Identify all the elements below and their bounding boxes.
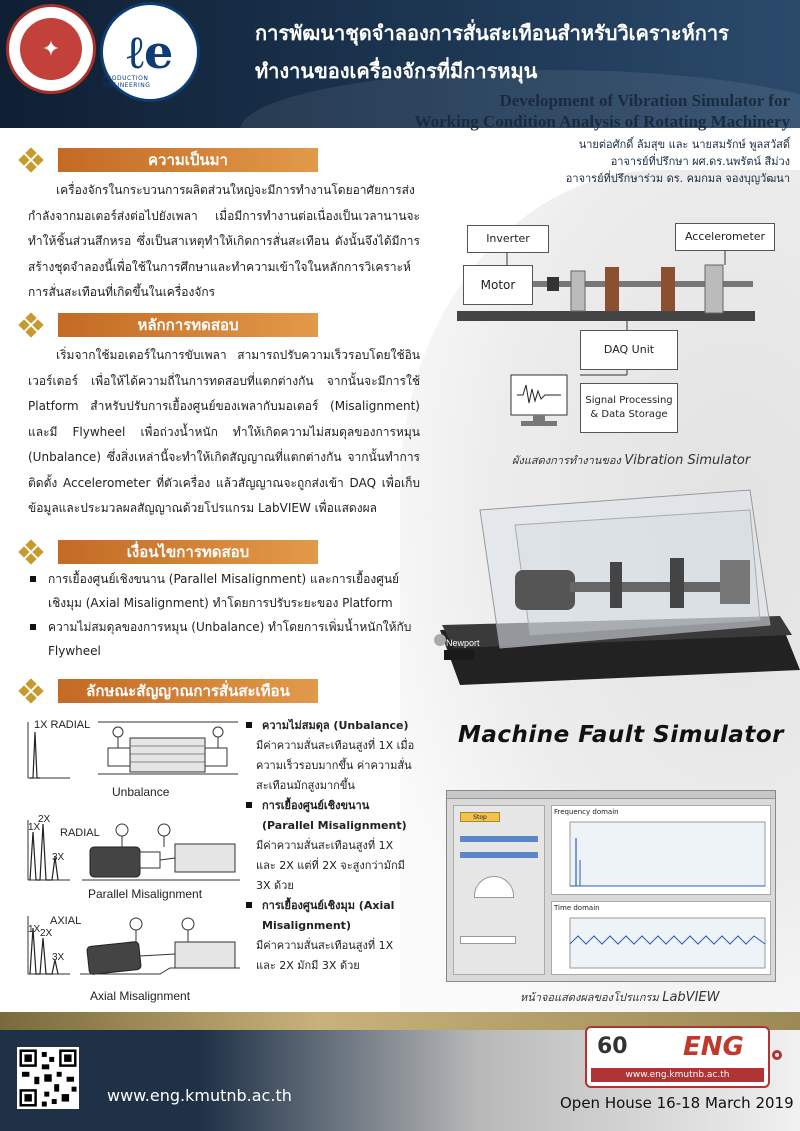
eng-kmutnb-logo xyxy=(585,1026,770,1088)
axial-peak-2x: 2X xyxy=(40,928,53,939)
labview-slider xyxy=(460,836,538,842)
website-url[interactable]: www.eng.kmutnb.ac.th xyxy=(107,1086,292,1105)
unbalance-spectrum xyxy=(28,719,90,778)
machine-fault-simulator-title: Machine Fault Simulator xyxy=(458,722,784,748)
pe-glyph-icon: ℓe xyxy=(126,25,174,79)
axial-peak-3x: 3X xyxy=(52,952,65,963)
section-conditions-header xyxy=(20,539,318,565)
logo-eng: ENG xyxy=(683,1032,744,1062)
logo-url-strip: www.eng.kmutnb.ac.th xyxy=(591,1068,764,1082)
fault-heading: ความไม่สมดุล (Unbalance) xyxy=(246,716,416,736)
labview-gauge xyxy=(474,876,514,898)
principle-paragraph xyxy=(28,343,420,522)
title-thai xyxy=(255,14,795,90)
labview-slider xyxy=(460,852,538,858)
section-conditions-title: เงื่อนไขการทดสอบ xyxy=(58,540,318,564)
unbalance-axis-label: 1X RADIAL xyxy=(34,719,91,731)
labview-controls-panel xyxy=(453,805,545,975)
accelerometer-box: Accelerometer xyxy=(675,223,775,251)
vibration-signature-figures xyxy=(0,712,245,1012)
inverter-box: Inverter xyxy=(467,225,549,253)
axial-label: Axial Misalignment xyxy=(90,989,191,1003)
kmutnb-seal-icon: ✦ xyxy=(20,18,82,80)
daq-box: DAQ Unit xyxy=(580,330,678,370)
fault-heading: การเยื้องศูนย์เชิงขนาน (Parallel Misalignment) xyxy=(246,796,416,836)
fault-body: มีค่าความสั่นสะเทือนสูงที่ 1X และ 2X มักมี 3X ด้วย xyxy=(256,939,394,972)
fault-body: มีค่าความสั่นสะเทือนสูงที่ 1X เมื่อความเร็วรอบมากขึ้น ค่าความสั่นสะเทือนมักสูงมากขึ้น xyxy=(256,739,415,792)
parallel-machine-sketch xyxy=(82,824,240,880)
diamond-bullet-icon xyxy=(20,314,42,336)
section-signals-title: ลักษณะสัญญาณการสั่นสะเทือน xyxy=(58,679,318,703)
parallel-label: Parallel Misalignment xyxy=(88,887,203,901)
flywheel-right xyxy=(661,267,675,311)
labview-frequency-plot xyxy=(552,818,770,894)
labview-field xyxy=(460,936,516,944)
fault-descriptions xyxy=(246,716,416,976)
logo-dot-icon xyxy=(772,1050,782,1060)
principle-text: เริ่มจากใช้มอเตอร์ในการขับเพลา สามารถปรับความเร็วรอบโดยใช้อินเวอร์เตอร์ เพื่อให้ได้ความถี่ในการทดสอบที่แตกต่างกัน จากนั้นจะมีการใช้ Platform สำหรับปรับการเยื้องศูนย์ของเพลากับมอเตอร์ (Misalignment) และมี Flywheel เพื่อถ่วงน้ำหนัก ทำให้เกิดความไม่สมดุลของการหมุน (Unbalance) ซึ่งสิ่งเหล่านี้จะทำให้เกิดสัญญาณที่แตกต่างกัน จากนั้นทำการติดตั้ง Accelerometer ที่ตัวเครื่อง แล้วสัญญาณจะถูกส่งเข้า DAQ เพื่อเก็บข้อมูลและประมวลผลสัญญาณด้วยโปรแกรม LabVIEW เพื่อแสดงผล xyxy=(28,348,420,515)
parallel-spectrum xyxy=(28,814,100,880)
background-paragraph xyxy=(28,178,420,306)
labview-stop-button: Stop xyxy=(460,812,500,822)
section-principle-title: หลักการทดสอบ xyxy=(58,313,318,337)
logo-sixty: 60 xyxy=(597,1034,628,1059)
labview-caption xyxy=(520,988,719,1006)
peak-1x xyxy=(30,732,40,778)
axial-peak-1x: 1X xyxy=(28,924,41,935)
section-signals-header xyxy=(20,678,318,704)
labview-frequency-title: Frequency domain xyxy=(554,808,619,816)
parallel-axis-label: RADIAL xyxy=(60,827,100,839)
fault-heading: การเยื้องศูนย์เชิงมุม (Axial Misalignment) xyxy=(246,896,416,936)
labview-screenshot xyxy=(446,790,776,982)
signal-processing-box: Signal Processing & Data Storage xyxy=(580,383,678,433)
title-english-line2: Working Condition Analysis of Rotating Machinery xyxy=(414,112,790,131)
qr-code-icon xyxy=(17,1047,79,1109)
parallel-peak-3x: 3X xyxy=(52,852,65,863)
diagram-caption xyxy=(512,451,750,469)
open-house-date: Open House 16-18 March 2019 xyxy=(560,1094,794,1112)
diamond-bullet-icon xyxy=(20,541,42,563)
parallel-peak-2x: 2X xyxy=(38,814,51,825)
axial-machine-sketch xyxy=(80,918,240,975)
system-diagram xyxy=(455,215,785,435)
list-item: ความไม่สมดุลของการหมุน (Unbalance) ทำโดยการเพิ่มน้ำหนักให้กับ Flywheel xyxy=(28,615,423,663)
labview-menubar xyxy=(447,791,775,799)
diamond-bullet-icon xyxy=(20,149,42,171)
title-thai-line2: ทำงานของเครื่องจักรที่มีการหมุน xyxy=(255,59,538,83)
conditions-list xyxy=(28,567,423,663)
computer-monitor-icon xyxy=(509,373,573,433)
title-english-line1: Development of Vibration Simulator for xyxy=(499,91,790,110)
authors xyxy=(566,136,790,187)
kmutnb-logo xyxy=(6,4,96,94)
axial-spectrum xyxy=(28,915,81,974)
labview-time-plot xyxy=(552,914,770,974)
title-english xyxy=(415,90,790,132)
axial-axis-label: AXIAL xyxy=(50,915,82,927)
labview-caption-name: LabVIEW xyxy=(662,990,720,1005)
diagram-caption-name: Vibration Simulator xyxy=(624,453,751,468)
title-thai-line1: การพัฒนาชุดจำลองการสั่นสะเทือนสำหรับวิเคราะห์การ xyxy=(255,21,729,45)
labview-frequency-panel xyxy=(551,805,771,895)
list-item: การเยื้องศูนย์เชิงขนาน (Parallel Misalignment) และการเยื้องศูนย์เชิงมุม (Axial Misalignment) ทำโดยการปรับระยะของ Platform xyxy=(28,567,423,615)
authors-advisor: อาจารย์ที่ปรึกษา ผศ.ดร.นพรัตน์ สีม่วง xyxy=(610,155,790,168)
labview-caption-prefix: หน้าจอแสดงผลของโปรแกรม xyxy=(520,991,663,1004)
section-background-header xyxy=(20,147,318,173)
diagram-caption-prefix: ผังแสดงการทำงานของ xyxy=(512,454,625,467)
logo2-text: PRODUCTION ENGINEERING xyxy=(103,75,151,89)
unbalance-machine-sketch xyxy=(98,722,238,774)
section-principle-header xyxy=(20,312,318,338)
motor-box: Motor xyxy=(463,265,533,305)
background-text: เครื่องจักรในกระบวนการผลิตส่วนใหญ่จะมีการทำงานโดยอาศัยการส่งกำลังจากมอเตอร์ส่งต่อไปยังเพลา เมื่อมีการทำงานต่อเนื่องเป็นเวลานานจะทำให้ชิ้นส่วนสึกหรอ ซึ่งเป็นสาเหตุทำให้เกิดการสั่นสะเทือน ดังนั้นจึงได้มีการสร้างชุดจำลองนี้เพื่อใช้ในการศึกษาและทำความเข้าใจในหลักการวิเคราะห์การสั่นสะเทือนที่เกิดขึ้นในเครื่องจักร xyxy=(28,183,420,299)
production-engineering-logo xyxy=(100,2,200,102)
fault-body: มีค่าความสั่นสะเทือนสูงที่ 1X และ 2X แต่ที่ 2X จะสูงกว่ามักมี 3X ด้วย xyxy=(256,839,405,892)
authors-coadvisor: อาจารย์ที่ปรึกษาร่วม ดร. คมกมล จองบุญวัฒนา xyxy=(565,172,790,185)
parallel-peak-1x: 1X xyxy=(28,822,41,833)
machine-fault-simulator-photo xyxy=(420,470,800,715)
authors-students: นายต่อศักดิ์ ล้มสุข และ นายสมรักษ์ พูลสวัสดิ์ xyxy=(578,138,790,151)
labview-time-panel xyxy=(551,901,771,975)
section-background-title: ความเป็นมา xyxy=(58,148,318,172)
unbalance-label: Unbalance xyxy=(112,785,170,799)
flywheel-left xyxy=(605,267,619,311)
diamond-bullet-icon xyxy=(20,680,42,702)
photo-brand: Newport xyxy=(446,638,480,648)
labview-time-title: Time domain xyxy=(554,904,600,912)
